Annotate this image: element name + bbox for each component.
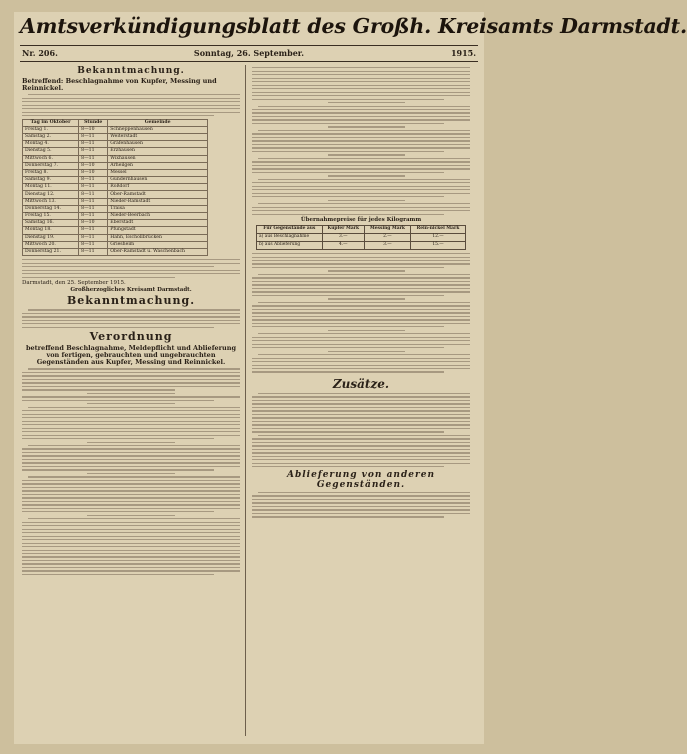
schedule-cell: 8—11: [79, 213, 108, 220]
schedule-cell: Freitag 15.: [23, 213, 79, 220]
schedule-cell: Samstag 16.: [23, 220, 79, 227]
schedule-cell: 8—11: [79, 184, 108, 191]
heading-zusaetze: Zusätze.: [332, 376, 390, 391]
section-block: [22, 442, 240, 471]
schedule-cell: Dienstag 5.: [23, 148, 79, 155]
schedule-row: [23, 148, 208, 155]
schedule-cell: Samstag 2.: [23, 133, 79, 140]
schedule-cell: Donnerstag 21.: [23, 248, 79, 255]
schedule-row: [23, 205, 208, 212]
schedule-cell: Donnerstag 7.: [23, 162, 79, 169]
heading-bekanntmachung-2: Bekanntmachung.: [66, 294, 196, 308]
schedule-cell: Samstag 9.: [23, 177, 79, 184]
text-block: [22, 309, 240, 328]
schedule-row: [23, 234, 208, 241]
masthead-rule: [20, 45, 478, 46]
signature-authority: Großherzogliches Kreisamt Darmstadt.: [70, 287, 192, 294]
schedule-cell: Traisa: [108, 205, 208, 212]
schedule-cell: Eberstadt: [108, 220, 208, 227]
schedule-cell: 8—11: [79, 227, 108, 234]
section-block: [22, 515, 240, 576]
price-cell: b) aus Ablieferung: [257, 242, 323, 250]
section-block: [22, 473, 240, 513]
column-divider: [245, 65, 246, 736]
schedule-row: [23, 141, 208, 148]
section-block: [252, 102, 470, 124]
schedule-row: [23, 126, 208, 133]
dateline: [22, 48, 476, 60]
schedule-cell: Erzhausen: [108, 148, 208, 155]
text-block: [252, 67, 470, 100]
schedule-cell: Donnerstag 14.: [23, 205, 79, 212]
schedule-cell: Schneppenhausen: [108, 126, 208, 133]
section-block: [252, 154, 470, 173]
text-block: [22, 259, 240, 267]
schedule-cell: Weiterstadt: [108, 133, 208, 140]
schedule-cell: Freitag 8.: [23, 169, 79, 176]
section-block: [252, 330, 470, 349]
schedule-cell: 8—11: [79, 141, 108, 148]
schedule-cell: 8—11: [79, 133, 108, 140]
price-cell: a) aus Beschlagnahme: [257, 234, 323, 242]
schedule-cell: Ober-Ramstadt u. Waschenbach: [108, 248, 208, 255]
schedule-cell: Ober-Ramstadt: [108, 191, 208, 198]
section-block: [252, 270, 470, 296]
price-cell: 3.—: [364, 242, 410, 250]
text-block: [22, 94, 240, 116]
schedule-table: [22, 119, 208, 257]
schedule-cell: Montag 11.: [23, 184, 79, 191]
section-block: [252, 298, 470, 327]
price-table: [256, 225, 466, 250]
schedule-cell: Dienstag 12.: [23, 191, 79, 198]
schedule-cell: Montag 4.: [23, 141, 79, 148]
schedule-cell: Hahn, Eschollbrücken: [108, 234, 208, 241]
text-block: [252, 393, 470, 433]
schedule-row: [23, 155, 208, 162]
schedule-row: [23, 184, 208, 191]
price-row: [257, 234, 466, 242]
schedule-cell: 8—11: [79, 234, 108, 241]
bold-notice: [22, 270, 240, 278]
schedule-header-row: [23, 119, 208, 126]
schedule-cell: 8—10: [79, 169, 108, 176]
schedule-row: [23, 213, 208, 220]
right-column: [252, 65, 470, 738]
section-block: [22, 393, 240, 401]
schedule-cell: Mittwoch 13.: [23, 198, 79, 205]
schedule-cell: Gundernhausen: [108, 177, 208, 184]
schedule-cell: Griesheim: [108, 241, 208, 248]
text-block: [252, 492, 470, 518]
schedule-cell: Arheilgen: [108, 162, 208, 169]
schedule-cell: 8—11: [79, 155, 108, 162]
price-cell: 3.—: [322, 234, 364, 242]
price-cell: 2.—: [364, 234, 410, 242]
newspaper-page: [14, 12, 687, 744]
schedule-cell: Mittwoch 20.: [23, 241, 79, 248]
section-block: [252, 126, 470, 152]
heading-ablieferung: Ablieferung von anderen Gegenständen.: [286, 469, 435, 490]
heading-bekanntmachung-1: Bekanntmachung.: [77, 66, 185, 76]
price-header: Messing Mark: [364, 226, 410, 234]
schedule-cell: 8—11: [79, 248, 108, 255]
heading-verordnung: Verordnung: [89, 330, 173, 344]
price-table-title: Übernahmepreise für jedes Kilogramm: [300, 217, 422, 224]
price-row: [257, 242, 466, 250]
schedule-row: [23, 198, 208, 205]
schedule-cell: Gräfenhausen: [108, 141, 208, 148]
schedule-cell: Nieder-Ramstadt: [108, 198, 208, 205]
verordnung-subject: betreffend Beschlagnahme, Meldepflicht und Ablieferung von fertigen, gebrauchten und ungebrauchten Gegenständen aus Kupfer, Messing und Reinnickel.: [25, 344, 237, 367]
issue-date: Sonntag, 26. September.: [193, 48, 305, 58]
price-header: Kupfer Mark: [322, 226, 364, 234]
schedule-body: [23, 126, 208, 255]
price-body: [257, 234, 466, 250]
section-block: [252, 175, 470, 197]
schedule-cell: 8—10: [79, 126, 108, 133]
schedule-cell: 8—10: [79, 162, 108, 169]
left-column: [22, 65, 240, 738]
section-block: [22, 403, 240, 439]
signature-place: Darmstadt, den 25. September 1915.: [22, 280, 126, 287]
schedule-row: [23, 191, 208, 198]
text-block: [252, 435, 470, 468]
schedule-cell: 8—11: [79, 148, 108, 155]
schedule-row: [23, 241, 208, 248]
text-block: [22, 368, 240, 390]
schedule-cell: Messel: [108, 169, 208, 176]
issue-year: 1915.: [450, 48, 476, 58]
schedule-row: [23, 133, 208, 140]
schedule-cell: Nieder-Beerbach: [108, 213, 208, 220]
schedule-cell: 8—11: [79, 205, 108, 212]
schedule-row: [23, 169, 208, 176]
section-block: [252, 351, 470, 373]
price-cell: 15.—: [411, 242, 466, 250]
price-header: Rein-nickel Mark: [411, 226, 466, 234]
schedule-header: Gemeinde: [108, 119, 208, 126]
schedule-cell: Montag 18.: [23, 227, 79, 234]
masthead-title: Amtsverkündigungsblatt des Großh. Kreisamts Darmstadt.: [20, 14, 687, 38]
schedule-cell: Dienstag 19.: [23, 234, 79, 241]
schedule-cell: Mittwoch 6.: [23, 155, 79, 162]
text-block: [252, 253, 470, 268]
schedule-cell: Freitag 1.: [23, 126, 79, 133]
schedule-cell: 8—11: [79, 241, 108, 248]
schedule-row: [23, 162, 208, 169]
schedule-header: Stunde: [79, 119, 108, 126]
schedule-cell: 8—11: [79, 191, 108, 198]
schedule-row: [23, 177, 208, 184]
schedule-row: [23, 220, 208, 227]
section-block: [252, 200, 470, 215]
schedule-cell: 8—10: [79, 220, 108, 227]
schedule-cell: Pfungstadt: [108, 227, 208, 234]
subject-line: Betreffend: Beschlagnahme von Kupfer, Messing und Reinnickel.: [22, 77, 217, 92]
dateline-rule: [20, 61, 478, 62]
schedule-row: [23, 248, 208, 255]
schedule-cell: Roßdorf: [108, 184, 208, 191]
schedule-row: [23, 227, 208, 234]
schedule-cell: Wixhausen: [108, 155, 208, 162]
issue-number: Nr. 206.: [22, 48, 58, 58]
price-cell: 12.—: [411, 234, 466, 242]
schedule-header: Tag im Oktober: [23, 119, 79, 126]
schedule-cell: 8—11: [79, 177, 108, 184]
price-header-row: [257, 226, 466, 234]
price-header: Für Gegenstände aus: [257, 226, 323, 234]
schedule-cell: 8—11: [79, 198, 108, 205]
price-cell: 4.—: [322, 242, 364, 250]
